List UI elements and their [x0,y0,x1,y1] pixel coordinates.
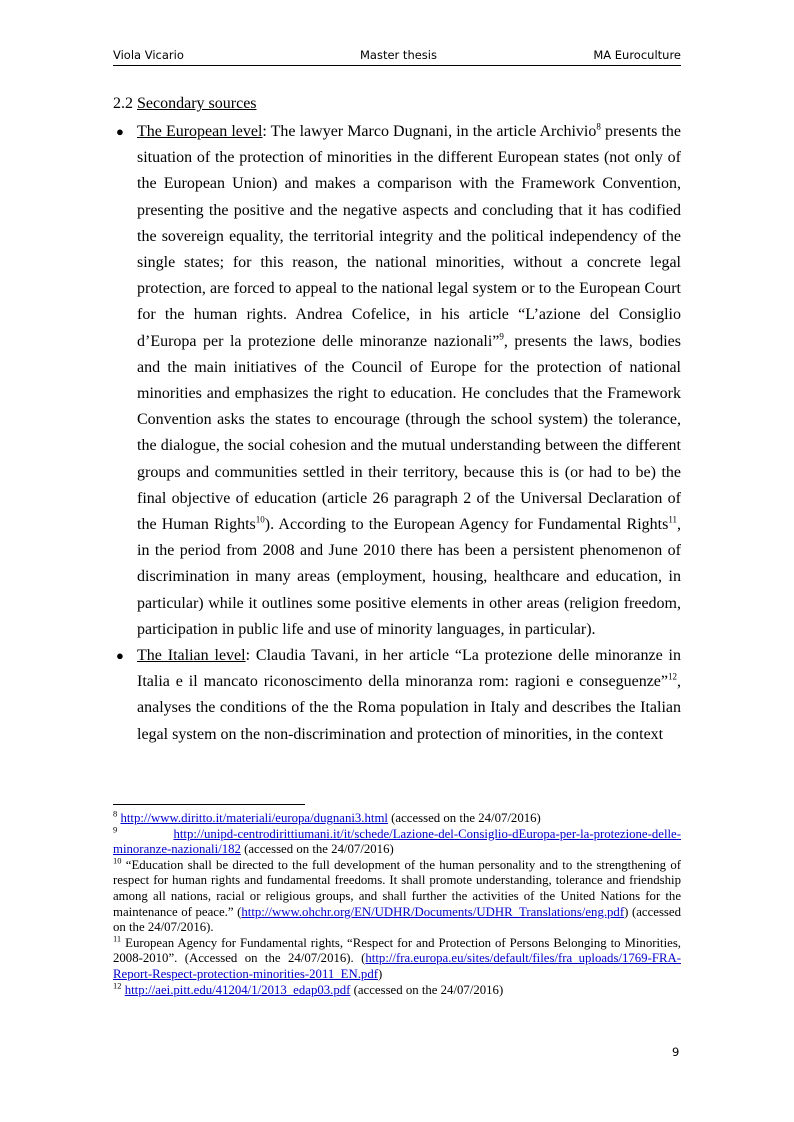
footnote-text: (accessed on the 24/07/2016) [240,842,394,857]
bullet-text: , presents the laws, bodies and the main initiatives of the Council of Europe for the protection of national minorities and emphasizes the right to education. He concludes that the Framework Convention asks the states to encourage (through the school system) the tolerance, the dialogue, the social cohesion and the mutual understanding between the different groups and communities settled in their territory, because this is (or had to be) the final objective of education (article 26 paragraph 2 of the Universal Declaration of the Human Rights [137,332,682,534]
header-author: Viola Vicario [113,48,184,62]
footnote-separator [113,804,305,805]
footnote-link[interactable]: http://www.ohchr.org/EN/UDHR/Documents/UDHR_Translations/eng.pdf [241,904,625,919]
footnote-9 [113,824,681,858]
page-header [113,47,681,66]
bullet-european-level [113,119,681,643]
bullet-lead: The European level [137,123,263,140]
footnotes [113,808,682,998]
page-number: 9 [672,1045,680,1059]
footnote-link[interactable]: http://www.diritto.it/materiali/europa/dugnani3.html [120,811,388,825]
footnote-8 [113,808,681,827]
footnote-number: 10 [113,855,122,866]
bullet-italian-level [113,643,681,748]
footnote-text: ) (accessed on the 24/07/2016). [113,904,681,935]
footnote-ref[interactable]: 10 [255,514,265,525]
header-program: MA Euroculture [593,48,681,62]
footnote-number: 11 [113,933,122,944]
section-title: Secondary sources [137,95,257,112]
header-document-type: Master thesis [360,48,437,62]
bullet-text: : The lawyer Marco Dugnani, in the article Archivio [262,123,597,140]
footnote-11 [113,933,682,983]
bullet-text: : Claudia Tavani, in her article “La protezione delle minoranze in Italia e il mancato riconoscimento della minoranza rom: ragioni e conseguenze” [137,647,681,691]
bullet-lead: The Italian level [137,647,246,665]
footnote-number: 9 [113,824,118,835]
bullet-text: presents the situation of the protection of minorities in the different European states (not only of the European Union) and makes a comparison with the Framework Convention, presenting the positive and the negative aspects and concluding that it has codified the sovereign equality, the territorial integrity and the political independency of the single states; for this reason, the national minorities, without a concrete legal protection, are forced to appeal to the national legal system or to the European Court for the human rights. Andrea Cofelice, in his article “L’azione del Consiglio d’Europa per la protezione delle minoranze nazionali” [137,123,681,350]
footnote-link[interactable]: http://fra.europa.eu/sites/default/files/fra_uploads/1769-FRA-Report-Respect-protection-minorities-2011_EN.pdf [113,951,681,981]
footnote-text: ) [378,966,383,981]
footnote-text: European Agency for Fundamental rights, “Respect for and Protection of Persons Belonging to Minorities, 2008-2010”. (Accessed on the 24/07/2016). ( [113,935,682,966]
footnote-ref[interactable]: 12 [668,671,677,682]
footnote-link[interactable]: http://unipd-centrodirittiumani.it/it/schede/Lazione-del-Consiglio-dEuropa-per-la-protezione-delle-minoranze-nazionali/182 [113,826,681,857]
bullet-icon: ● [116,648,124,664]
section-number: 2.2 [113,95,133,112]
bullet-text: ). According to the European Agency for Fundamental Rights [264,516,669,534]
bullet-icon: ● [116,124,124,139]
footnote-text: (accessed on the 24/07/2016) [387,811,541,825]
footnote-10 [113,855,681,936]
bullet-text: , analyses the conditions of the the Roma population in Italy and describes the Italian legal system on the non-discrimination and protection of minorities, in the context [137,673,681,743]
footnote-text: “Education shall be directed to the full development of the human personality and to the strengthening of respect for human rights and fundamental freedoms. It shall promote understanding, tolerance and friendship among all nations, racial or religious groups, and shall further the activities of the United Nations for the maintenance of peace.” ( [113,857,681,919]
footnote-12 [113,980,681,999]
footnote-ref[interactable]: 9 [499,331,504,342]
footnote-text: (accessed on the 24/07/2016) [350,982,504,997]
bullet-list [113,119,681,748]
footnote-number: 8 [113,808,118,819]
footnote-ref[interactable]: 8 [596,121,601,132]
footnote-ref[interactable]: 11 [668,514,678,525]
bullet-text: , in the period from 2008 and June 2010 there has been a persistent phenomenon of discrimination in many areas (employment, housing, healthcare and education, in particular) while it outlines some positive elements in other areas (religion freedom, participation in public life and use of minority languages, in particular). [137,516,682,638]
footnote-number: 12 [113,980,122,991]
section-heading [113,95,257,113]
footnote-link[interactable]: http://aei.pitt.edu/41204/1/2013_edap03.pdf [124,982,351,997]
